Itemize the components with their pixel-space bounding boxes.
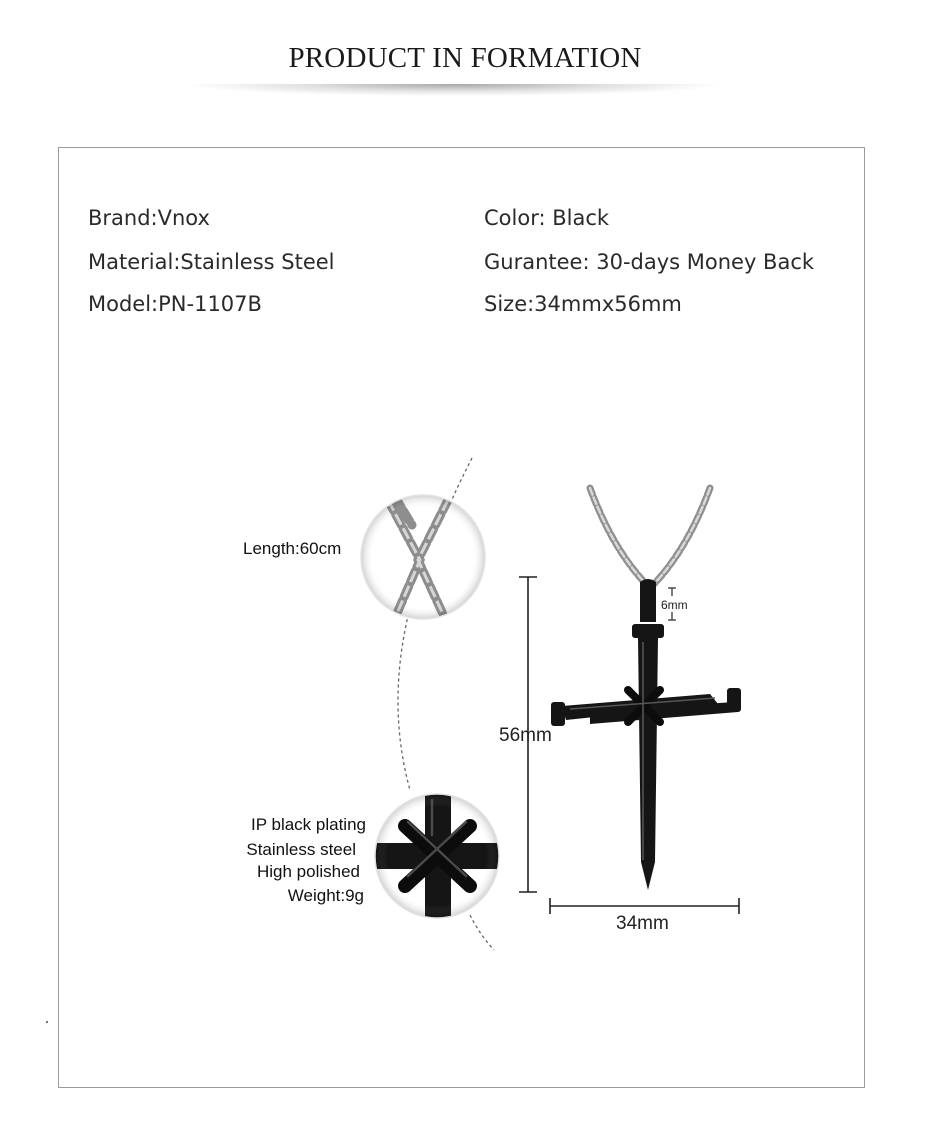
spec-model: Model:PN-1107B: [88, 292, 262, 316]
width-dimension-line: [550, 898, 739, 914]
chain-length-label: Length:60cm: [243, 539, 342, 558]
spec-brand: Brand:Vnox: [88, 206, 210, 230]
spec-color: Color: Black: [484, 206, 610, 230]
page-title: PRODUCT IN FORMATION: [288, 42, 642, 74]
feature-weight: Weight:9g: [287, 886, 364, 905]
spec-size: Size:34mmx56mm: [484, 292, 682, 316]
cross-knot-closeup: [370, 790, 510, 930]
feature-material: Stainless steel: [246, 840, 356, 859]
necklace-chain: [590, 488, 710, 584]
spec-guarantee: Gurantee: 30-days Money Back: [484, 250, 815, 274]
chain-closeup: [355, 490, 495, 630]
spec-material: Material:Stainless Steel: [88, 250, 335, 274]
width-label: 34mm: [616, 913, 669, 934]
stray-dot: [46, 1021, 48, 1023]
height-label: 56mm: [499, 725, 552, 746]
feature-finish: High polished: [256, 862, 360, 881]
bail-size-label: 6mm: [661, 598, 688, 612]
feature-plating: IP black plating: [251, 815, 366, 834]
cross-pendant: [551, 579, 741, 890]
